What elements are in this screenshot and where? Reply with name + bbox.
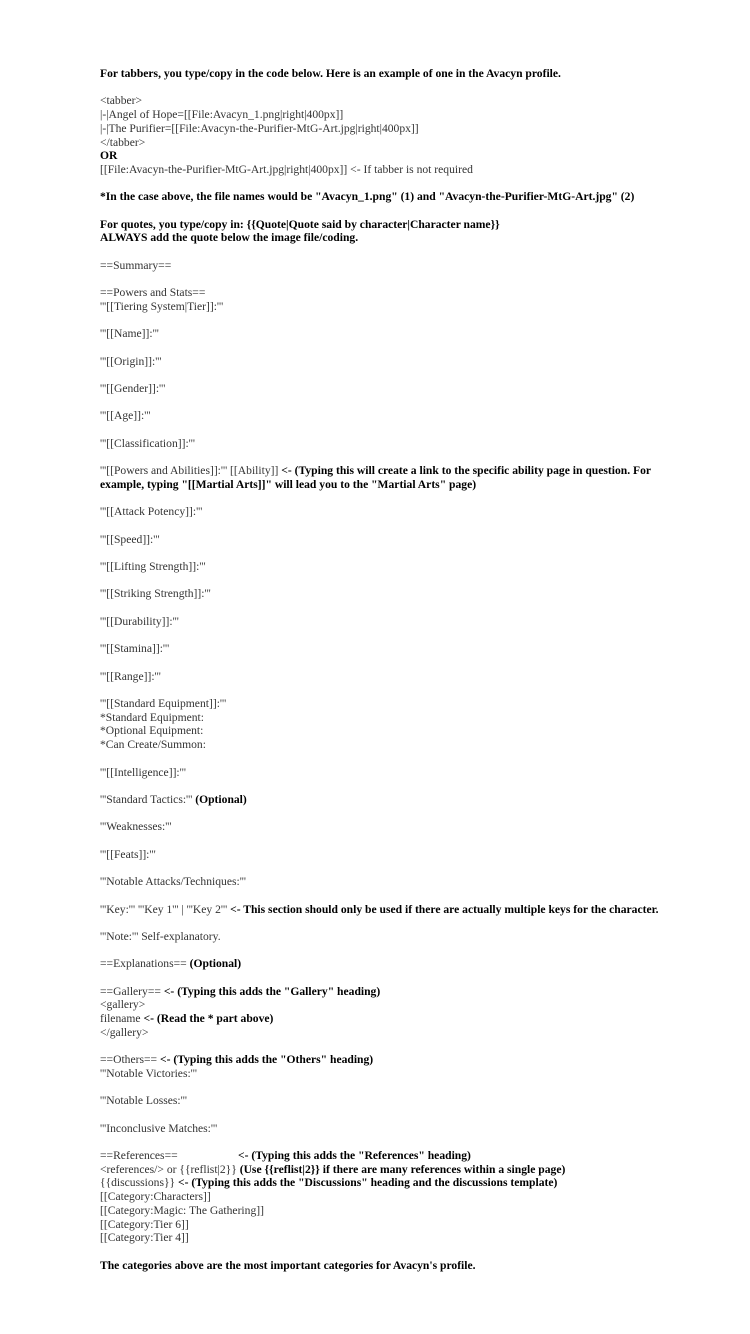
references-note: <- (Typing this adds the "References" heading) <box>238 1149 471 1163</box>
discussions-note: <- (Typing this adds the "Discussions" heading and the discussions template) <box>178 1176 558 1190</box>
category-tier-4: [[Category:Tier 4]] <box>100 1231 189 1245</box>
classification-field: '''[[Classification]]:''' <box>100 436 195 450</box>
age-field: '''[[Age]]:''' <box>100 409 151 423</box>
explanations-note: (Optional) <box>189 957 242 971</box>
intro-text: For tabbers, you type/copy in the code below. Here is an example of one in the Avacyn profile. <box>100 67 561 80</box>
weaknesses-field: '''Weaknesses:''' <box>100 820 172 834</box>
notable-losses-field: '''Notable Losses:''' <box>100 1094 187 1108</box>
footer-note: The categories above are the most important categories for Avacyn's profile. <box>100 1258 476 1272</box>
gallery-code: ==Gallery== <box>100 984 161 998</box>
explanations-code: ==Explanations== <box>100 957 187 971</box>
gallery-open: <gallery> <box>100 998 146 1012</box>
powers-abilities-note: <- (Typing this will create a link to the specific ability page in question. For example, typing "[[Martial Arts]]" will lead you to the "Martial Arts" page) <box>100 464 651 491</box>
origin-field: '''[[Origin]]:''' <box>100 354 162 368</box>
file-note: *In the case above, the file names would be "Avacyn_1.png" (1) and "Avacyn-the-Purifier-MtG-Art.jpg" (2) <box>100 190 635 204</box>
or-label: OR <box>100 149 118 163</box>
tabber-tab-1: |-|Angel of Hope=[[File:Avacyn_1.png|right|400px]] <box>100 108 344 122</box>
striking-strength-field: '''[[Striking Strength]]:''' <box>100 587 211 601</box>
references-code: ==References== <box>100 1149 178 1163</box>
powers-abilities-code: '''[[Powers and Abilities]]:''' [[Ability]] <box>100 464 279 478</box>
explanations-heading <box>100 957 660 971</box>
equipment-standard-item: *Standard Equipment: <box>100 710 205 724</box>
category-tier-6: [[Category:Tier 6]] <box>100 1217 189 1231</box>
key-note: <- This section should only be used if there are actually multiple keys for the character. <box>230 902 659 916</box>
tier-field: '''[[Tiering System|Tier]]:''' <box>100 299 224 313</box>
standard-equipment-field: '''[[Standard Equipment]]:''' <box>100 697 227 711</box>
tabber-tab-2: |-|The Purifier=[[File:Avacyn-the-Purifier-MtG-Art.jpg|right|400px]] <box>100 121 419 135</box>
name-field: '''[[Name]]:''' <box>100 327 159 341</box>
gallery-note: <- (Typing this adds the "Gallery" heading) <box>163 984 381 998</box>
durability-field: '''[[Durability]]:''' <box>100 614 179 628</box>
standard-tactics-note: (Optional) <box>195 792 247 806</box>
gallery-filename-note: <- (Read the * part above) <box>143 1012 274 1026</box>
discussions-line <box>100 1176 660 1190</box>
key-field <box>100 903 660 917</box>
document-body <box>100 67 660 1272</box>
attack-potency-field: '''[[Attack Potency]]:''' <box>100 505 203 519</box>
feats-field: '''[[Feats]]:''' <box>100 847 156 861</box>
category-characters: [[Category:Characters]] <box>100 1190 211 1204</box>
notable-attacks-field: '''Notable Attacks/Techniques:''' <box>100 875 246 889</box>
stamina-field: '''[[Stamina]]:''' <box>100 642 170 656</box>
discussions-code: {{discussions}} <box>100 1176 176 1190</box>
key-code: '''Key:''' '''Key 1''' | '''Key 2''' <box>100 902 228 916</box>
speed-field: '''[[Speed]]:''' <box>100 532 160 546</box>
references-heading <box>100 1149 660 1163</box>
single-file-line: [[File:Avacyn-the-Purifier-MtG-Art.jpg|right|400px]] <- If tabber is not required <box>100 162 473 176</box>
equipment-summon-item: *Can Create/Summon: <box>100 738 206 752</box>
summary-heading: ==Summary== <box>100 258 172 272</box>
quote-placement-note: ALWAYS add the quote below the image file/coding. <box>100 231 359 245</box>
standard-tactics-field <box>100 793 660 807</box>
equipment-optional-item: *Optional Equipment: <box>100 724 204 738</box>
notable-victories-field: '''Notable Victories:''' <box>100 1066 197 1080</box>
reflist-note: (Use {{reflist|2}} if there are many references within a single page) <box>239 1162 566 1176</box>
tabber-close: </tabber> <box>100 135 146 149</box>
lifting-strength-field: '''[[Lifting Strength]]:''' <box>100 560 206 574</box>
powers-stats-heading: ==Powers and Stats== <box>100 286 206 300</box>
inconclusive-matches-field: '''Inconclusive Matches:''' <box>100 1121 218 1135</box>
others-heading <box>100 1053 660 1067</box>
intelligence-field: '''[[Intelligence]]:''' <box>100 765 186 779</box>
others-note: <- (Typing this adds the "Others" heading) <box>159 1053 374 1067</box>
category-magic-the-gathering: [[Category:Magic: The Gathering]] <box>100 1203 264 1217</box>
reflist-line <box>100 1163 660 1177</box>
gallery-filename-code: filename <box>100 1012 141 1026</box>
range-field: '''[[Range]]:''' <box>100 669 161 683</box>
others-code: ==Others== <box>100 1053 158 1067</box>
gallery-close: </gallery> <box>100 1025 149 1039</box>
standard-tactics-code: '''Standard Tactics:''' <box>100 792 193 806</box>
tabber-open: <tabber> <box>100 94 143 108</box>
reflist-code: <references/> or {{reflist|2}} <box>100 1162 237 1176</box>
note-field: '''Note:''' Self-explanatory. <box>100 929 221 943</box>
powers-abilities-field <box>100 464 660 491</box>
gender-field: '''[[Gender]]:''' <box>100 382 166 396</box>
quote-instruction: For quotes, you type/copy in: {{Quote|Quote said by character|Character name}} <box>100 217 500 231</box>
gallery-heading <box>100 985 660 999</box>
gallery-filename <box>100 1012 660 1026</box>
